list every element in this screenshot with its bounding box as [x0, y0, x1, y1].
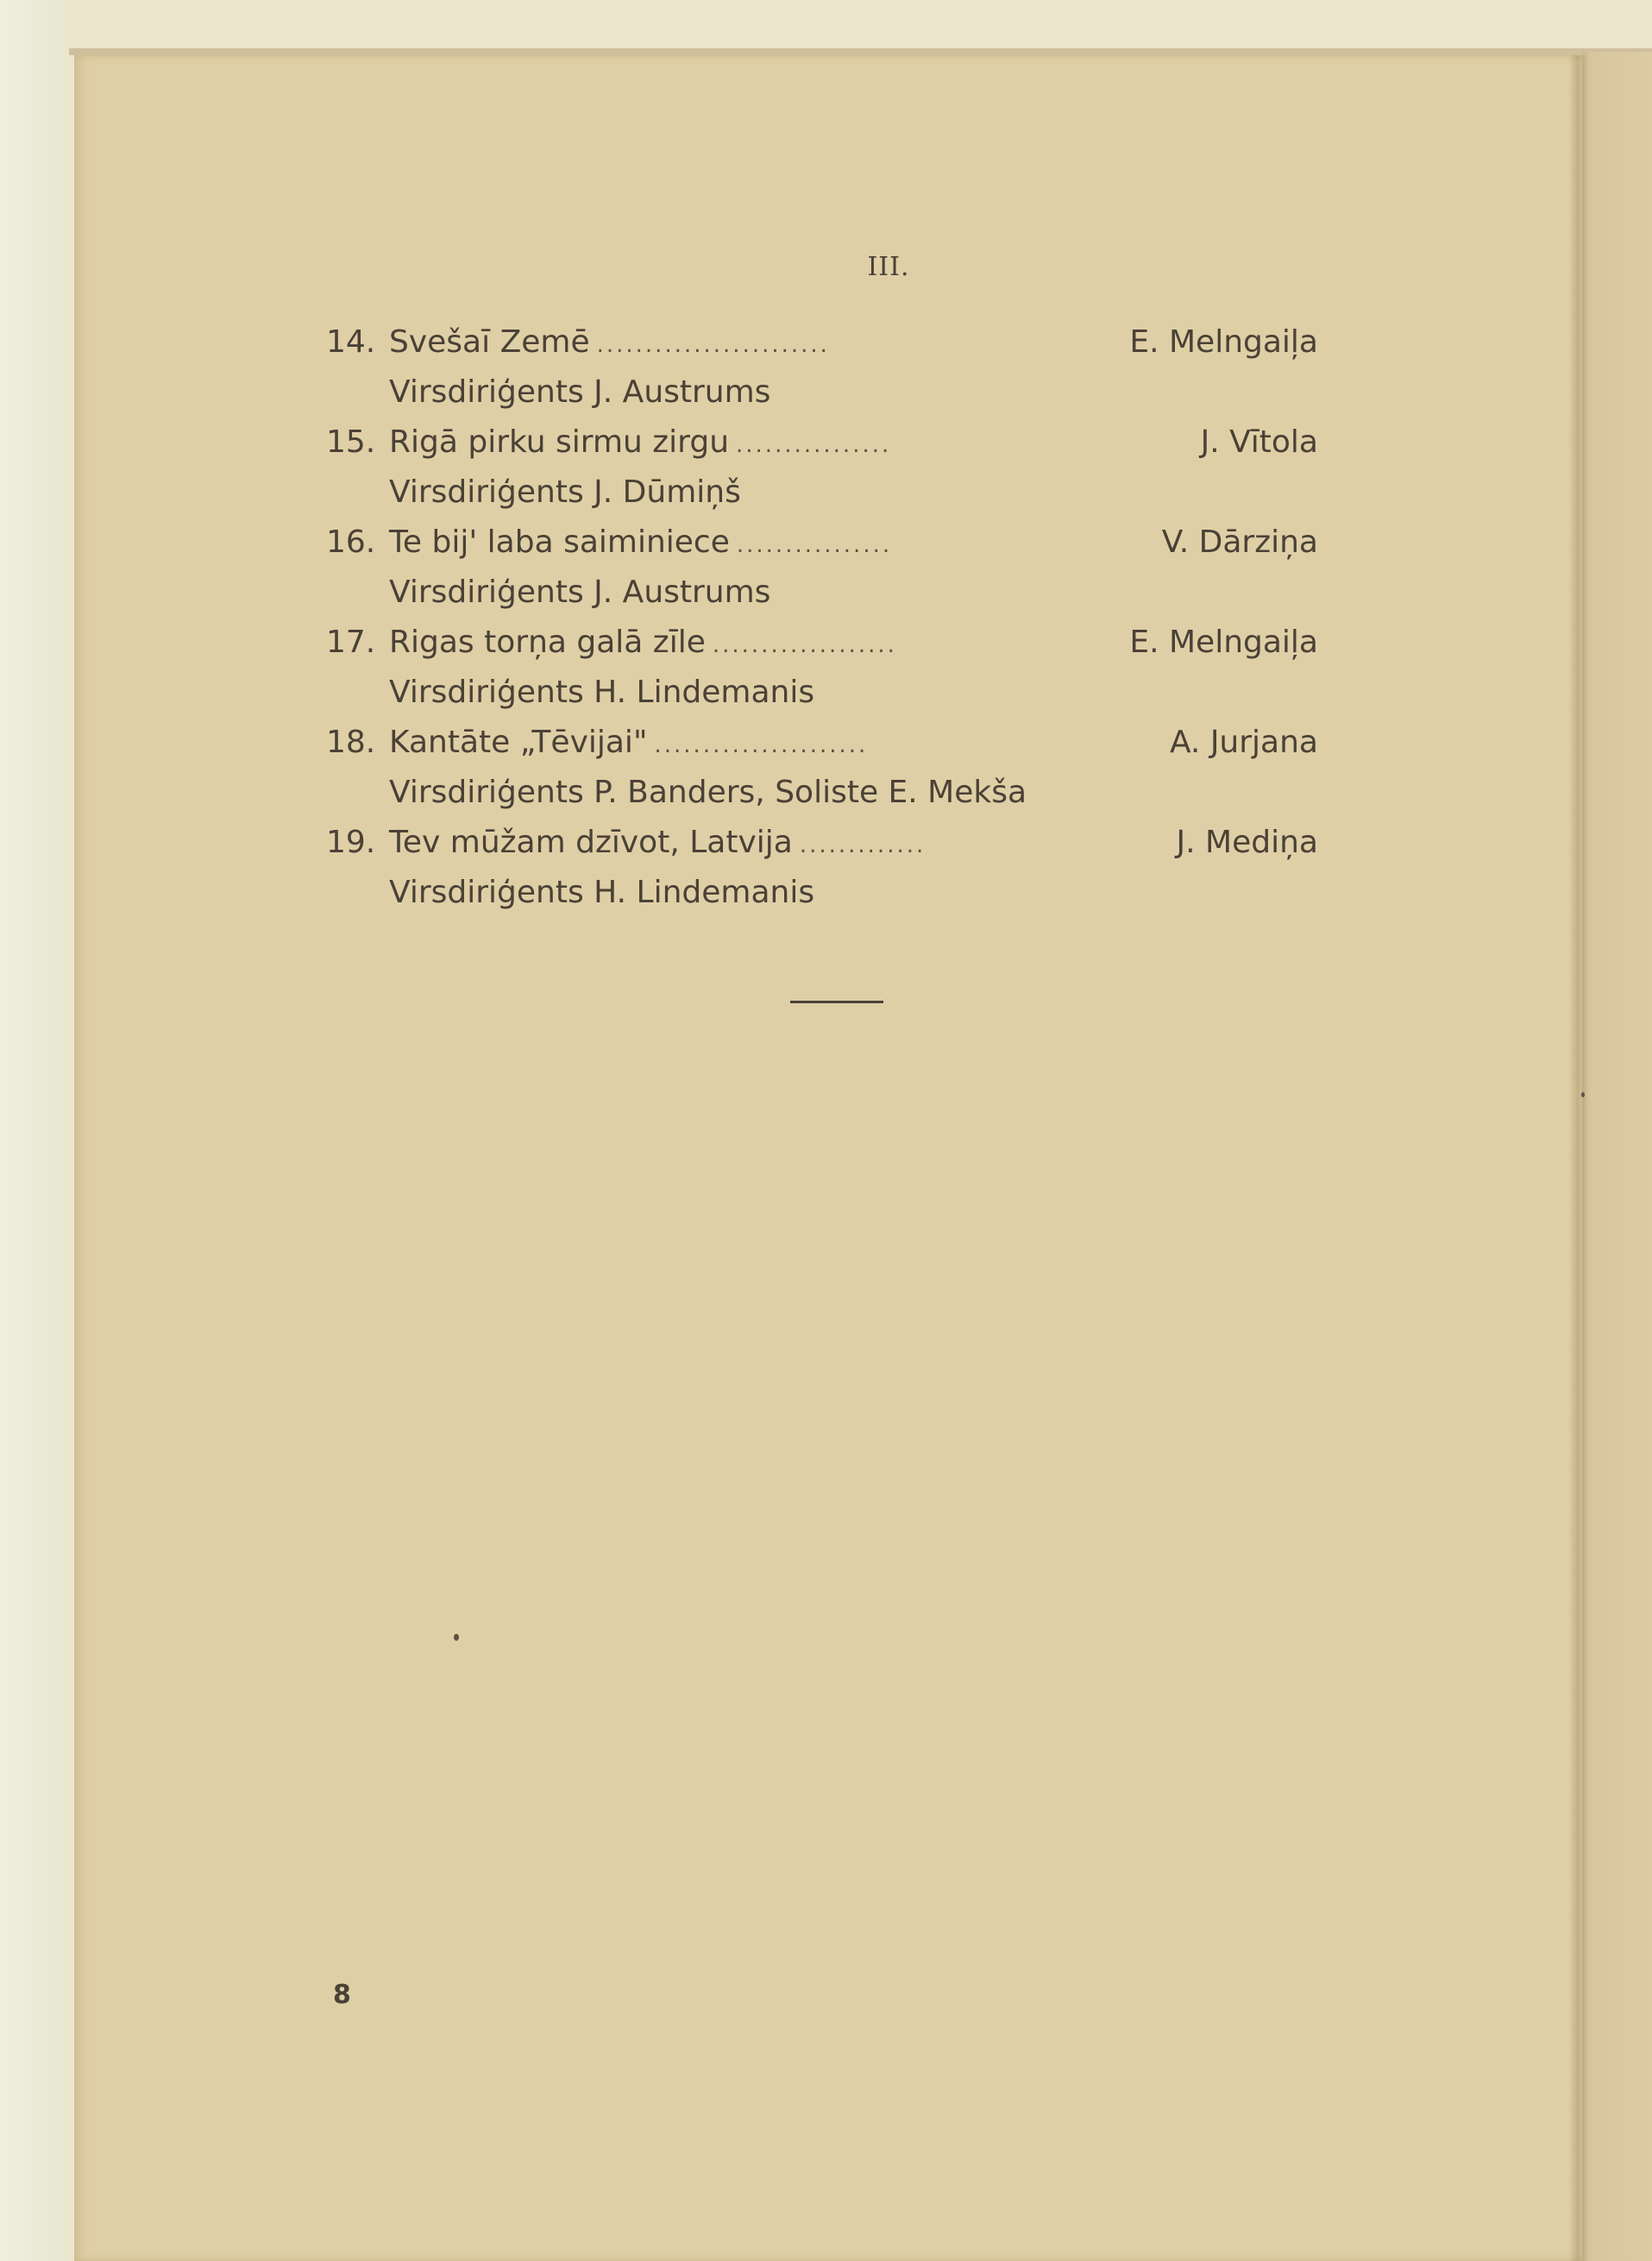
song-title: Svešaī Zemē: [389, 324, 590, 360]
composer-name: V. Dārziņa: [1161, 524, 1318, 560]
dot-leader: ...................: [712, 632, 897, 658]
program-item: [326, 618, 1318, 718]
item-number: 16.: [326, 524, 376, 560]
song-title: Rigas torņa galā zīle: [389, 625, 706, 660]
composer-name: E. Melngaiļa: [1129, 324, 1318, 360]
conductor-line: Virsdiriģents H. Lindemanis: [389, 875, 815, 910]
dot-leader: .............: [799, 832, 927, 858]
song-title: Te bij' laba saiminiece: [389, 524, 730, 560]
paper-top-edge: [69, 48, 1652, 55]
dot-leader: ......................: [654, 732, 869, 758]
paper-speck: [1581, 1092, 1585, 1097]
program-item: [326, 718, 1318, 818]
item-number: 14.: [326, 324, 376, 360]
facing-page-edge: [1582, 52, 1652, 2261]
item-number: 15.: [326, 424, 376, 460]
dot-leader: ................: [736, 532, 893, 558]
program-item-line: [326, 818, 1318, 868]
composer-name: J. Mediņa: [1176, 825, 1318, 860]
composer-name: J. Vītola: [1200, 424, 1318, 460]
item-number: 19.: [326, 825, 376, 860]
page-number: 8: [333, 1980, 351, 2010]
program-item: [326, 317, 1318, 418]
program-item: [326, 518, 1318, 618]
dot-leader: ........................: [596, 332, 830, 358]
item-number: 18.: [326, 725, 376, 760]
section-heading: III.: [867, 252, 910, 282]
page-gutter-shadow: [1568, 55, 1587, 2261]
song-title: Rigā pirku sirmu zirgu: [389, 424, 730, 460]
program-item-line: [326, 317, 1318, 367]
end-rule: [790, 1001, 883, 1003]
composer-name: E. Melngaiļa: [1129, 625, 1318, 660]
paper-speck: [454, 1634, 459, 1641]
program-item-line: [326, 518, 1318, 568]
dot-leader: ................: [736, 432, 892, 458]
program-item-line: [326, 618, 1318, 668]
program-list: [326, 317, 1318, 918]
conductor-line: Virsdiriģents J. Austrums: [389, 575, 771, 610]
conductor-line: Virsdiriģents J. Dūmiņš: [389, 474, 741, 510]
song-title: Tev mūžam dzīvot, Latvija: [389, 825, 793, 860]
program-item: [326, 818, 1318, 918]
program-item-line: [326, 718, 1318, 768]
program-item-line: [326, 418, 1318, 468]
song-title: Kantāte „Tēvijai": [389, 725, 648, 760]
program-item: [326, 418, 1318, 518]
item-number: 17.: [326, 625, 376, 660]
conductor-line: Virsdiriģents H. Lindemanis: [389, 675, 815, 710]
conductor-line: Virsdiriģents J. Austrums: [389, 374, 771, 410]
composer-name: A. Jurjana: [1169, 725, 1318, 760]
conductor-line: Virsdiriģents P. Banders, Soliste E. Mekša: [389, 775, 1027, 810]
